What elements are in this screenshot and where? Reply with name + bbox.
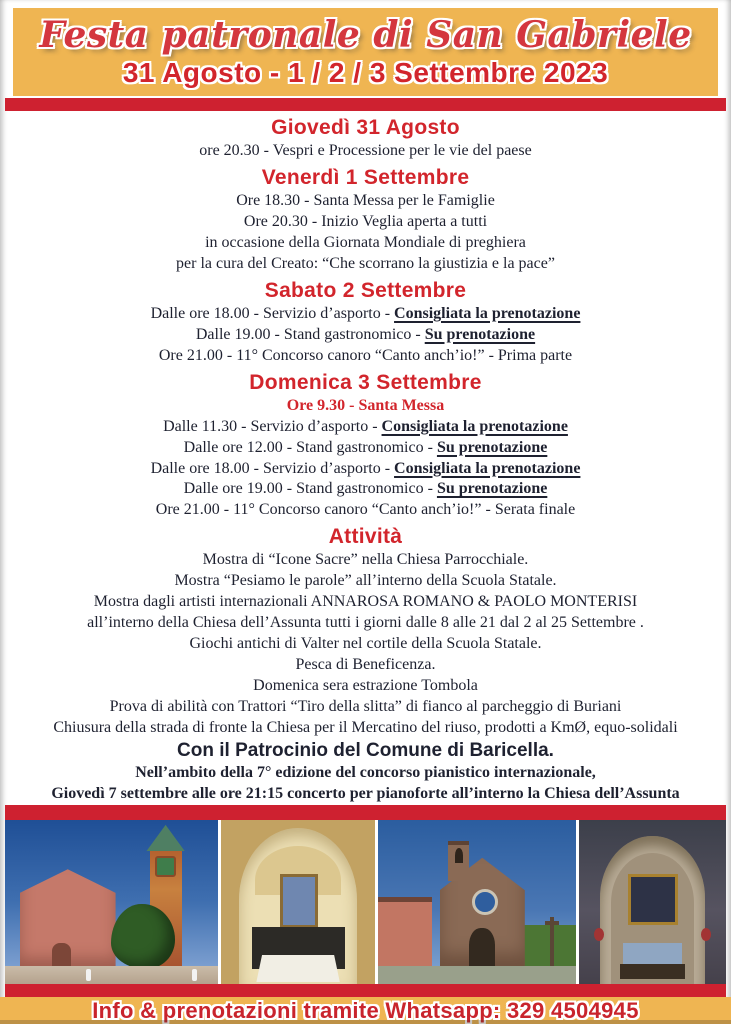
ground <box>378 966 576 984</box>
divider-band-middle <box>5 805 726 820</box>
schedule-line: ore 20.30 - Vespri e Processione per le vie del paese <box>199 141 532 159</box>
altar-blue-cloth <box>623 943 682 964</box>
day-heading: Venerdì 1 Settembre <box>261 165 470 189</box>
altar-painting <box>280 874 319 928</box>
green-field <box>519 925 576 968</box>
schedule-line: Pesca di Beneficenza. <box>295 656 436 674</box>
booking-note: Consigliata la prenotazione <box>394 459 581 477</box>
poster-title: Festa patronale di San Gabriele <box>39 14 692 56</box>
schedule <box>10 111 721 805</box>
side-building <box>378 897 431 966</box>
schedule-line <box>10 304 721 324</box>
schedule-line-text: Dalle ore 18.00 - Servizio d’asporto - <box>150 304 395 322</box>
schedule-line: Con il Patrocinio del Comune di Baricella. <box>177 740 554 762</box>
booking-note: Consigliata la prenotazione <box>394 304 581 322</box>
schedule-line <box>10 417 721 437</box>
schedule-line: Chiusura della strada di fronte la Chiesa per il Mercatino del riuso, prodotti a KmØ, equo-solidali <box>53 719 678 737</box>
schedule-line: Domenica sera estrazione Tombola <box>253 677 478 695</box>
schedule-line: Ore 9.30 - Santa Messa <box>286 396 445 414</box>
schedule-line-text: Dalle ore 18.00 - Servizio d’asporto - <box>150 459 395 477</box>
schedule-line: Mostra “Pesiamo le parole” all’interno della Scuola Statale. <box>174 572 557 590</box>
schedule-line: Mostra di “Icone Sacre” nella Chiesa Parrocchiale. <box>202 551 529 569</box>
poster-dates: 31 Agosto - 1 / 2 / 3 Settembre 2023 <box>122 57 609 88</box>
photo-church-interior-dark <box>579 820 726 984</box>
contact-info: Info & prenotazioni tramite Whatsapp: 329 4504945 <box>92 997 639 1023</box>
schedule-line: Giovedì 7 settembre alle ore 21:15 concerto per pianoforte all’interno la Chiesa dell’Assunta <box>51 785 680 803</box>
booking-note: Su prenotazione <box>436 438 548 456</box>
schedule-line-text: Dalle 11.30 - Servizio d’asporto - <box>163 417 382 435</box>
schedule-line: all’interno della Chiesa dell’Assunta tutti i giorni dalle 8 alle 21 dal 2 al 25 Settembre . <box>87 614 644 632</box>
day-heading: Sabato 2 Settembre <box>264 278 467 302</box>
schedule-line-text: Dalle 19.00 - Stand gastronomico - <box>195 325 425 343</box>
ground <box>5 966 218 984</box>
schedule-line: Mostra dagli artisti internazionali ANNAROSA ROMANO & PAOLO MONTERISI <box>93 593 638 611</box>
schedule-line: Giochi antichi di Valter nel cortile della Scuola Statale. <box>189 635 542 653</box>
schedule-line <box>10 325 721 345</box>
divider-band-top <box>5 98 726 111</box>
day-heading: Domenica 3 Settembre <box>249 370 482 394</box>
schedule-line <box>10 438 721 458</box>
bollard <box>86 969 91 980</box>
day-heading: Giovedì 31 Agosto <box>271 115 460 139</box>
photo-brick-chapel <box>378 820 576 984</box>
tower-window <box>155 856 176 877</box>
schedule-line <box>10 459 721 479</box>
schedule-line: per la cura del Creato: “Che scorrano la giustizia e la pace” <box>176 254 555 272</box>
schedule-line-text: Dalle ore 19.00 - Stand gastronomico - <box>183 480 437 498</box>
church-door <box>52 943 71 966</box>
photo-church-interior-bright <box>221 820 376 984</box>
schedule-line <box>10 479 721 499</box>
altar-painting <box>628 874 678 925</box>
cross-monument-bar <box>545 921 560 925</box>
bottom-edge-shadow <box>0 1020 731 1024</box>
altar-cloth <box>256 955 340 983</box>
schedule-line: Ore 18.30 - Santa Messa per le Famiglie <box>236 191 495 209</box>
schedule-line: Ore 21.00 - 11° Concorso canoro “Canto anch’io!” - Prima parte <box>158 346 573 364</box>
schedule-line: Ore 20.30 - Inizio Veglia aperta a tutti <box>243 212 488 230</box>
chapel-door <box>469 928 495 966</box>
booking-note: Consigliata la prenotazione <box>381 417 568 435</box>
bell <box>455 848 463 863</box>
divider-band-bottom <box>5 984 726 997</box>
schedule-line: Prova di abilità con Trattori “Tiro della slitta” di fianco al parcheggio di Buriani <box>109 698 622 716</box>
schedule-line-text: Dalle ore 12.00 - Stand gastronomico - <box>183 438 437 456</box>
poster-header <box>13 8 718 96</box>
booking-note: Su prenotazione <box>424 325 536 343</box>
schedule-line: in occasione della Giornata Mondiale di preghiera <box>205 233 526 251</box>
poster-footer <box>0 997 731 1024</box>
photo-church-exterior-bell-tower <box>5 820 218 984</box>
rose-window <box>472 889 498 915</box>
photo-strip <box>5 820 726 984</box>
bollard <box>192 969 197 980</box>
day-heading: Attività <box>328 525 403 549</box>
booking-note: Su prenotazione <box>436 480 548 498</box>
altar-table <box>620 964 685 979</box>
schedule-line: Nell’ambito della 7° edizione del concorso pianistico internazionale, <box>135 764 596 782</box>
schedule-line: Ore 21.00 - 11° Concorso canoro “Canto anch’io!” - Serata finale <box>155 501 576 519</box>
